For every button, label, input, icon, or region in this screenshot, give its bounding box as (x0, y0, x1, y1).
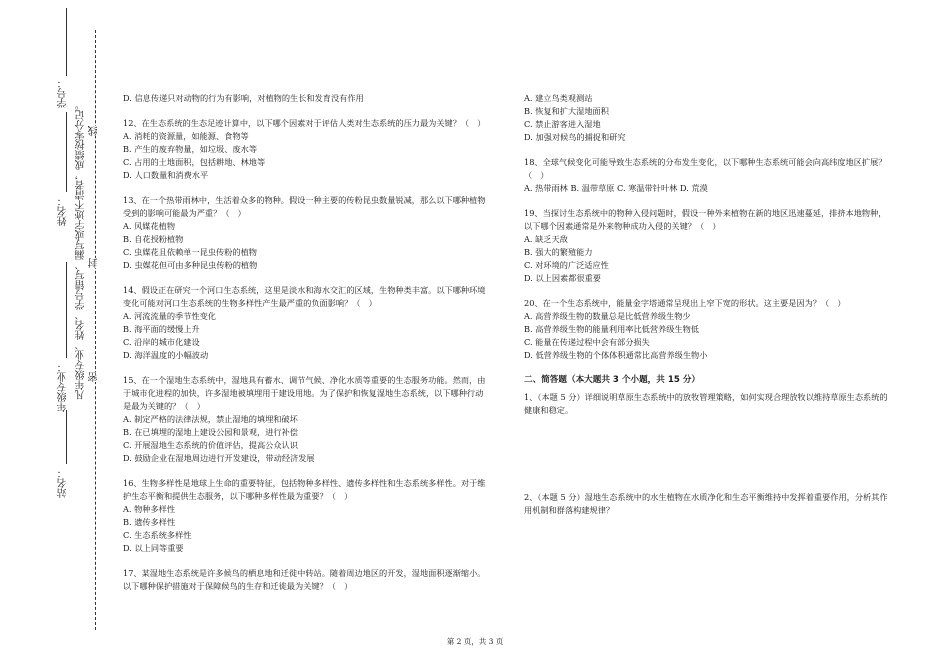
option-d: D. 海洋温度的小幅波动 (123, 350, 209, 360)
option-c: C. 生态系统多样性 (123, 530, 192, 540)
question-stem: 19、当探讨生态系统中的物种入侵问题时，假设一种外来植物在新的地区迅速蔓延，排挤本地物种，以下哪个因素通常是外来物种成功入侵的关键？（ ） (524, 208, 887, 231)
option-a: A. 制定严格的法律法规，禁止湿地的填埋和破坏 (123, 414, 298, 424)
option-b: B. 强大的繁殖能力 (524, 247, 593, 257)
option-a: A. 物种多样性 (123, 504, 176, 514)
option-b: B. 恢复和扩大湿地面积 (524, 106, 609, 116)
page-footer: 第 2 页，共 3 页 (446, 637, 504, 646)
option-d: D. 加强对候鸟的捕捉和研究 (524, 132, 626, 142)
option-a: A. 高营养级生物的数量总是比低营养级生物少 (524, 311, 691, 321)
question-stem: 16、生物多样性是地球上生命的重要特征，包括物种多样性、遗传多样性和生态系统多样性。对于维护生态平衡和提供生态服务，以下哪种多样性最为重要？（ ） (123, 478, 486, 501)
station-label: 站名： (58, 468, 69, 498)
binding-strip (0, 0, 118, 672)
seal-mark-xian: 线 (89, 126, 100, 136)
question-16 (123, 477, 491, 555)
option-b: B. 海平面的缓慢上升 (123, 324, 200, 334)
short-answer-1 (524, 391, 892, 479)
short-answer-stem: 2、（本题 5 分）湿地生态系统中的水生植物在水质净化和生态平衡维持中发挥着重要作用，分析其作用机制和群落构建规律？ (524, 492, 888, 515)
option-c: C. 对环境的广泛适应性 (524, 260, 609, 270)
question-stem: 20、在一个生态系统中，能量金字塔通常呈现出上窄下宽的形状。这主要是因为？（ ） (524, 298, 846, 308)
question-stem: 17、某湿地生态系统是许多候鸟的栖息地和迁徙中转站。随着周边地区的开发，湿地面积逐渐缩小。以下哪种保护措施对于保障候鸟的生存和迁徙最为关键？（ ） (123, 568, 486, 591)
option-a: A. 河流流量的季节性变化 (123, 311, 216, 321)
option: D. 信息传递只对动物的行为有影响，对植物的生长和发育没有作用 (123, 93, 364, 103)
option-b: B. 自花授粉植物 (123, 234, 184, 244)
answer-space[interactable] (524, 517, 892, 557)
answer-space[interactable] (524, 417, 892, 479)
option-b: B. 高营养级生物的能量利用率比低营养级生物低 (524, 324, 699, 334)
binding-notice: 凡年级专业、姓名、学号错写、漏写或字迹不清者，成绩按零分记。 (76, 100, 87, 400)
student-id-line (66, 8, 67, 76)
option-b: B. 遗传多样性 (123, 517, 176, 527)
option-c: C. 禁止游客进入湿地 (524, 119, 601, 129)
question-stem: 13、在一个热带雨林中，生活着众多的物种。假设一种主要的传粉昆虫数量锐减，那么以下哪种植物受到的影响可能最为严重？（ ） (123, 195, 486, 218)
question-17-options (524, 92, 892, 144)
option-a: A. 缺乏天敌 (524, 234, 568, 244)
question-15 (123, 374, 491, 465)
option-d: D. 鼓励企业在湿地周边进行开发建设，带动经济发展 (123, 453, 315, 463)
question-stem: 15、在一个湿地生态系统中，湿地具有蓄水、调节气候、净化水质等重要的生态服务功能。然而，由于城市化进程的加快，许多湿地被填埋用于建设用地。为了保护和恢复湿地生态系统，以下哪种行动是最为关键的？（ ） (123, 375, 486, 411)
option-a: A. 消耗的资源量，如能源、食物等 (123, 131, 249, 141)
question-20 (524, 297, 892, 362)
short-answer-2 (524, 491, 892, 557)
option-d: D. 人口数量和消费水平 (123, 170, 209, 180)
option-a: A. 风媒花植物 (123, 221, 176, 231)
option-c: C. 虫媒花且依赖单一昆虫传粉的植物 (123, 247, 257, 257)
question-17 (123, 567, 491, 593)
question-12 (123, 117, 491, 182)
section-2-title: 二、简答题（本大题共 3 个小题，共 15 分） (524, 375, 701, 385)
option-c: C. 开展湿地生态系统的价值评估，提高公众认识 (123, 440, 298, 450)
question-19 (524, 207, 892, 285)
option-d: D. 虫媒花但可由多种昆虫传粉的植物 (123, 260, 258, 270)
question-stem: 18、全球气候变化可能导致生态系统的分布发生变化，以下哪种生态系统可能会向高纬度地区扩展？（ ） (524, 157, 887, 180)
seal-mark-feng: 封 (89, 258, 100, 268)
option-c: C. 能量在传递过程中会有部分损失 (524, 337, 650, 347)
option-a: A. 建立鸟类观测站 (524, 93, 593, 103)
short-answer-stem: 1、（本题 5 分）详细说明草原生态系统中的放牧管理策略，如何实现合理放牧以维持草原生态系统的健康和稳定。 (524, 392, 888, 415)
question-stem: 14、假设正在研究一个河口生态系统，这里是淡水和海水交汇的区域，生物种类丰富。以下哪种环境变化可能对河口生态系统的生物多样性产生最严重的负面影响？（ ） (123, 285, 486, 308)
seal-dashed-line (95, 30, 96, 630)
question-stem: 12、在生态系统的生态足迹计算中，以下哪个因素对于评估人类对生态系统的压力最为关键？（ ） (123, 118, 486, 128)
grade-major-line (66, 262, 67, 358)
option-c: C. 沿岸的城市化建设 (123, 337, 200, 347)
option-d: D. 以上因素都很重要 (524, 273, 601, 283)
student-id-label: 学号： (58, 78, 69, 108)
name-line (66, 112, 67, 192)
question-18 (524, 156, 892, 195)
option-b: B. 产生的废弃物量，如垃圾、废水等 (123, 144, 258, 154)
right-column (524, 92, 892, 569)
station-line (66, 410, 67, 464)
question-11-tail (123, 92, 491, 105)
question-14 (123, 284, 491, 362)
option-c: C. 占用的土地面积，包括耕地、林地等 (123, 157, 266, 167)
grade-major-label: 年级专业： (58, 362, 69, 412)
question-13 (123, 194, 491, 272)
option-b: B. 在已填埋的湿地上建设公园和景观，进行补偿 (123, 427, 298, 437)
left-column (123, 92, 491, 605)
option-d: D. 低营养级生物的个体体积通常比高营养级生物小 (524, 350, 708, 360)
name-label: 姓名： (58, 196, 69, 226)
seal-mark-mi: 密 (89, 372, 100, 382)
option-line: A. 热带雨林 B. 温带草原 C. 寒温带针叶林 D. 荒漠 (524, 183, 708, 193)
option-d: D. 以上同等重要 (123, 543, 184, 553)
